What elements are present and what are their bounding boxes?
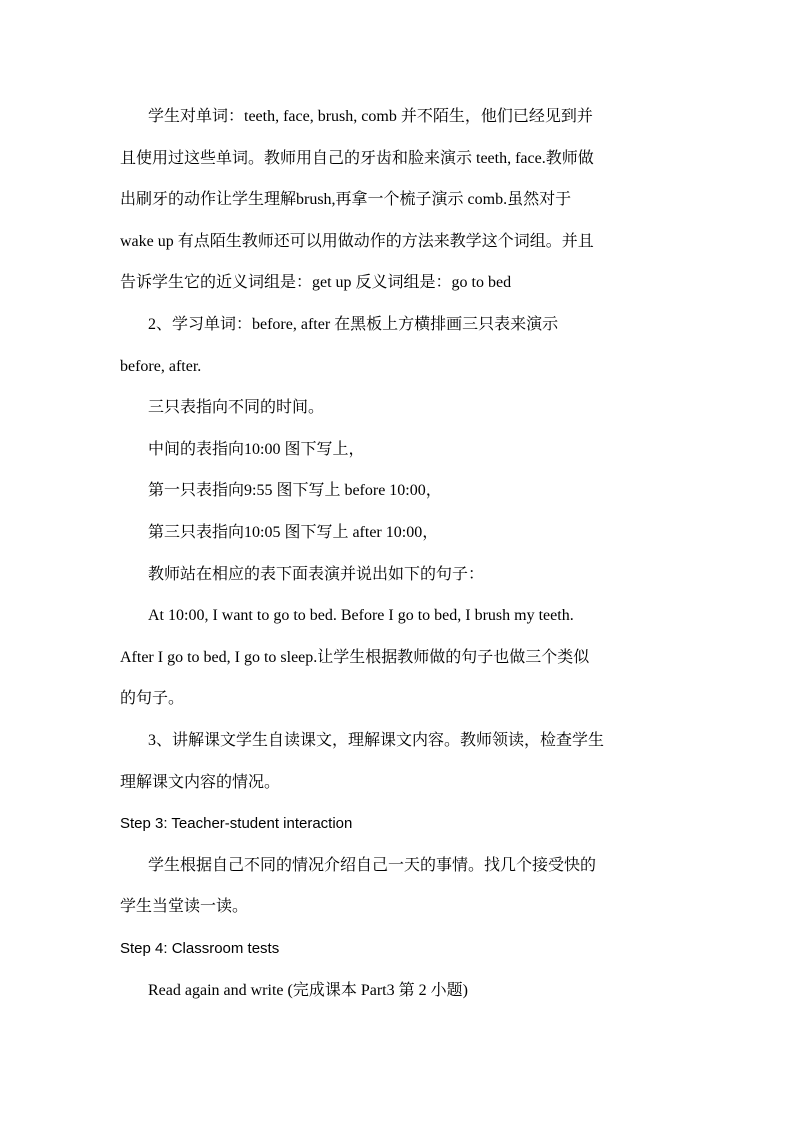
paragraph-line: 学生根据自己不同的情况介绍自己一天的事情。找几个接受快的: [148, 857, 597, 874]
paragraph-line: 且使用过这些单词。教师用自己的牙齿和脸来演示 teeth, face.教师做: [120, 150, 594, 167]
paragraph-line: 中间的表指向10:00 图下写上，: [148, 441, 365, 458]
paragraph-line: 第一只表指向9:55 图下写上 before 10:00，: [148, 482, 442, 499]
paragraph-line: 2、学习单词：before, after 在黑板上方横排画三只表来演示: [148, 316, 559, 333]
paragraph-line: 告诉学生它的近义词组是：get up 反义词组是：go to bed: [120, 274, 512, 291]
paragraph-line: wake up 有点陌生教师还可以用做动作的方法来教学这个词组。并且: [120, 233, 594, 250]
paragraph-line: 教师站在相应的表下面表演并说出如下的句子：: [148, 566, 485, 583]
paragraph-line: 的句子。: [120, 690, 185, 707]
paragraph-line: 三只表指向不同的时间。: [148, 399, 325, 416]
paragraph-line: 学生当堂读一读。: [120, 898, 249, 915]
paragraph-line: Read again and write (完成课本 Part3 第 2 小题): [148, 982, 468, 999]
paragraph-line: 学生对单词：teeth, face, brush, comb 并不陌生，他们已经见到并: [148, 108, 593, 125]
paragraph-line: 理解课文内容的情况。: [120, 774, 281, 791]
paragraph-line: 出刷牙的动作让学生理解brush,再拿一个梳子演示 comb.虽然对于: [120, 191, 572, 208]
paragraph-line: After I go to bed, I go to sleep.让学生根据教师做的句子也做三个类似: [120, 649, 590, 666]
paragraph-line: 第三只表指向10:05 图下写上 after 10:00，: [148, 524, 439, 541]
paragraph-line: before, after.: [120, 358, 202, 375]
paragraph-line: 3、讲解课文学生自读课文，理解课文内容。教师领读，检查学生: [148, 732, 605, 749]
section-heading: Step 3: Teacher-student interaction: [120, 815, 353, 832]
paragraph-line: At 10:00, I want to go to bed. Before I go to bed, I brush my teeth.: [148, 607, 574, 624]
section-heading: Step 4: Classroom tests: [120, 940, 280, 957]
